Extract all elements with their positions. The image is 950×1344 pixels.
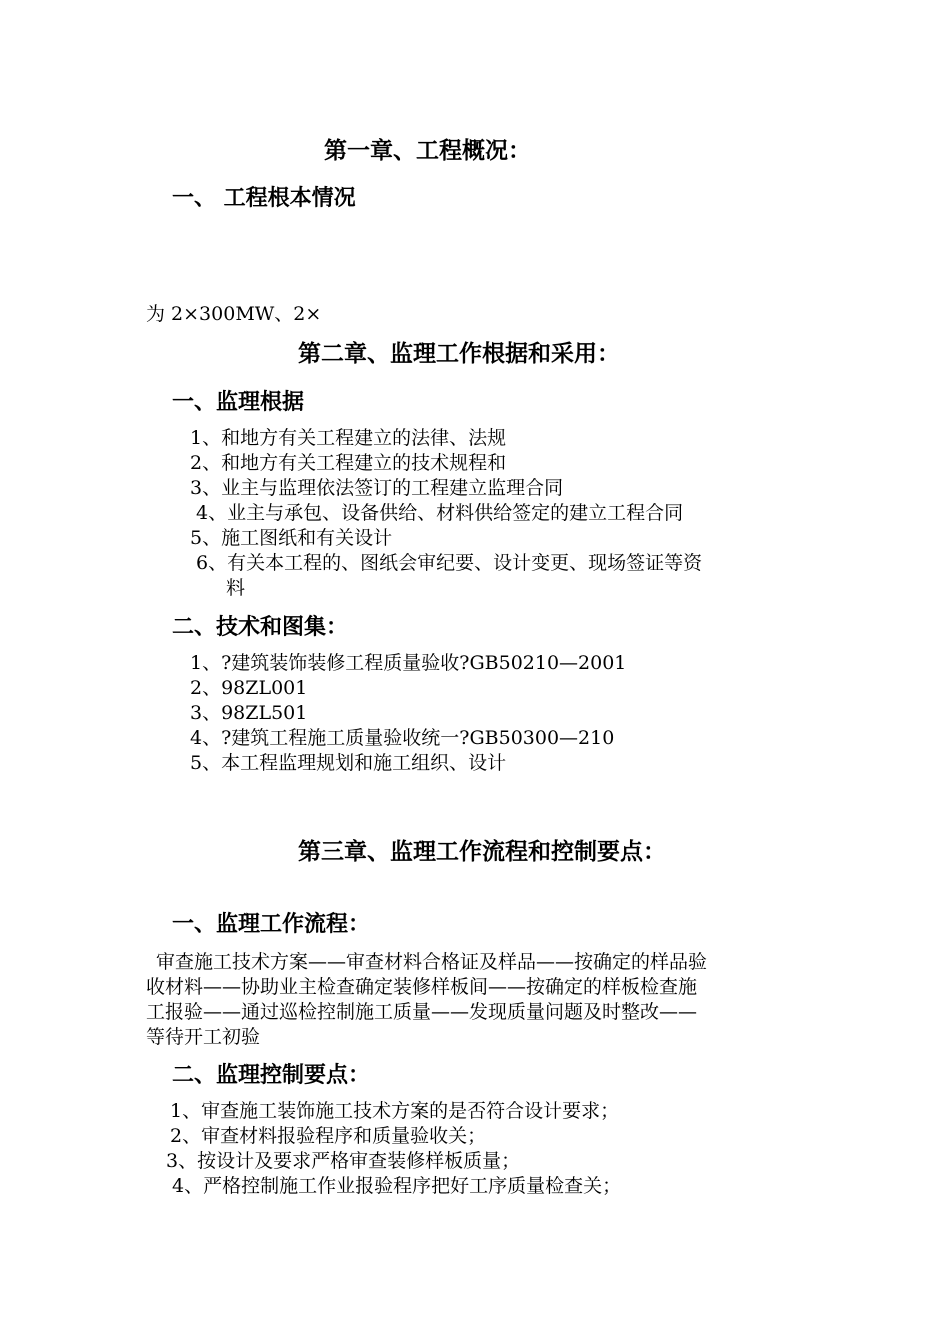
basis-item-5: 5、施工图纸和有关设计 <box>190 527 393 549</box>
control-point-4: 4、严格控制施工作业报验程序把好工序质量检查关； <box>172 1175 622 1197</box>
basis-item-6-continuation: 料 <box>226 577 246 599</box>
basis-item-2: 2、和地方有关工程建立的技术规程和 <box>190 452 507 474</box>
workflow-line-2: 收材料——协助业主检查确定装修样板间——按确定的样板检查施 <box>146 976 698 998</box>
workflow-line-1: 审查施工技术方案——审查材料合格证及样品——按确定的样品验 <box>156 951 708 973</box>
chapter-2-section-1-heading: 一、监理根据 <box>172 390 305 415</box>
chapter-3-section-1-heading: 一、监理工作流程： <box>172 912 371 937</box>
standard-item-3: 3、98ZL501 <box>190 702 308 724</box>
chapter-1-section-1-heading: 一、 工程根本情况 <box>172 186 356 211</box>
standard-item-1: 1、?建筑装饰装修工程质量验收?GB50210—2001 <box>190 652 627 674</box>
standard-item-2: 2、98ZL001 <box>190 677 308 699</box>
workflow-line-3: 工报验——通过巡检控制施工质量——发现质量问题及时整改—— <box>146 1001 698 1023</box>
chapter-3-title: 第三章、监理工作流程和控制要点： <box>298 839 666 865</box>
workflow-line-4: 等待开工初验 <box>146 1026 261 1048</box>
control-point-3: 3、按设计及要求严格审查装修样板质量； <box>166 1150 521 1172</box>
basis-item-6: 6、有关本工程的、图纸会审纪要、设计变更、现场签证等资 <box>196 552 703 574</box>
chapter-3-section-2-heading: 二、监理控制要点： <box>172 1063 371 1088</box>
control-point-1: 1、审查施工装饰施工技术方案的是否符合设计要求； <box>170 1100 620 1122</box>
control-point-2: 2、审查材料报验程序和质量验收关； <box>170 1125 487 1147</box>
chapter-1-text-line: 为 2×300MW、2× <box>146 303 322 325</box>
standard-item-5: 5、本工程监理规划和施工组织、设计 <box>190 752 507 774</box>
standard-item-4: 4、?建筑工程施工质量验收统一?GB50300—210 <box>190 727 615 749</box>
chapter-1-title: 第一章、工程概况： <box>324 138 531 164</box>
basis-item-3: 3、业主与监理依法签订的工程建立监理合同 <box>190 477 564 499</box>
basis-item-4: 4、业主与承包、设备供给、材料供给签定的建立工程合同 <box>196 502 684 524</box>
chapter-2-title: 第二章、监理工作根据和采用： <box>298 341 620 367</box>
basis-item-1: 1、和地方有关工程建立的法律、法规 <box>190 427 507 449</box>
chapter-2-section-2-heading: 二、技术和图集： <box>172 615 349 640</box>
